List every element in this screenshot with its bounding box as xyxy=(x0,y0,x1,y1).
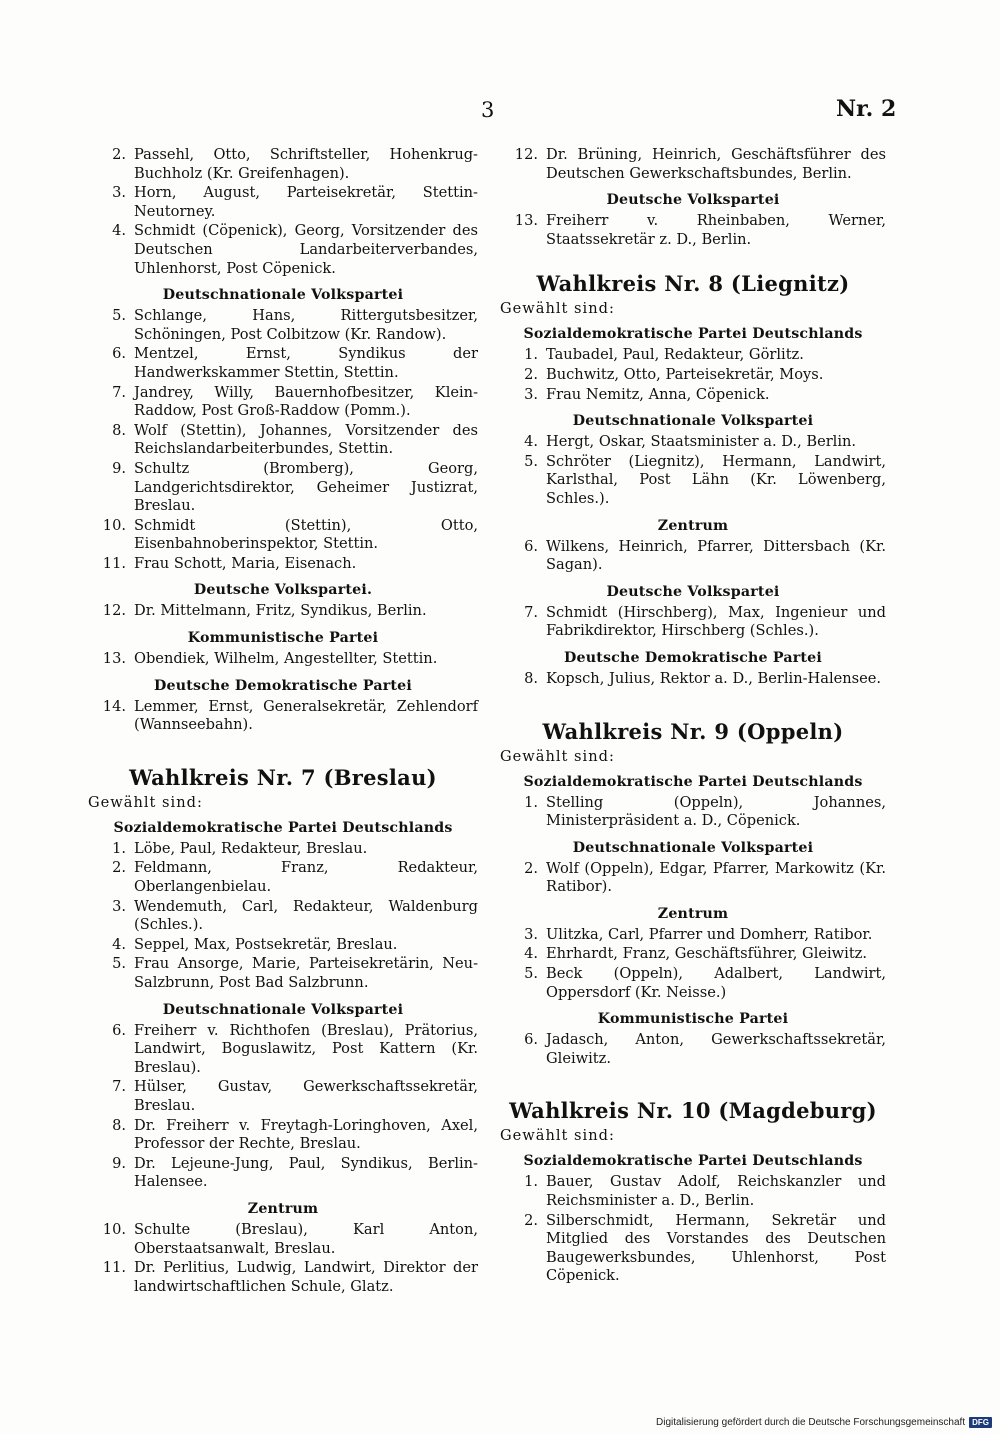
entry-text: Löbe, Paul, Redakteur, Breslau. xyxy=(134,839,368,857)
entry-number: 5. xyxy=(112,307,126,325)
gewaehlt-label: Gewählt sind: xyxy=(88,793,203,811)
entry-number: 8. xyxy=(112,1116,126,1134)
list-item xyxy=(88,1155,478,1192)
entry-number: 11. xyxy=(102,1259,126,1277)
list-item xyxy=(88,146,478,183)
entry-text: Schmidt (Stettin), Otto, Eisenbahnoberinspektor, Stettin. xyxy=(134,516,478,553)
list-item xyxy=(88,698,478,735)
gewaehlt-label: Gewählt sind: xyxy=(500,1127,615,1145)
party-heading: Deutsche Demokratische Partei xyxy=(564,649,822,666)
entry-text: Kopsch, Julius, Rektor a. D., Berlin-Halensee. xyxy=(546,669,882,687)
entry-number: 1. xyxy=(524,346,538,364)
list-item xyxy=(88,1078,478,1115)
entry-list xyxy=(500,146,886,183)
list-item xyxy=(500,366,886,385)
entry-number: 2. xyxy=(112,146,126,163)
entry-text: Taubadel, Paul, Redakteur, Görlitz. xyxy=(546,346,804,364)
entry-number: 4. xyxy=(524,945,538,963)
footer xyxy=(656,1417,992,1428)
entry-number: 3. xyxy=(524,925,538,943)
entry-list xyxy=(500,926,886,1002)
list-item xyxy=(88,650,478,669)
entry-text: Schröter (Liegnitz), Hermann, Landwirt, Karlsthal, Post Lähn (Kr. Löwenberg, Schles.). xyxy=(546,452,886,507)
entry-text: Schulte (Breslau), Karl Anton, Oberstaatsanwalt, Breslau. xyxy=(134,1220,478,1257)
entry-text: Dr. Lejeune-Jung, Paul, Syndikus, Berlin-Halensee. xyxy=(134,1154,478,1191)
entry-list xyxy=(500,212,886,249)
entry-text: Wolf (Stettin), Johannes, Vorsitzender des Reichslandarbeiterbundes, Stettin. xyxy=(134,421,478,458)
party-heading: Zentrum xyxy=(657,905,729,922)
entry-number: 1. xyxy=(524,1173,538,1191)
entry-text: Lemmer, Ernst, Generalsekretär, Zehlendorf (Wannseebahn). xyxy=(134,697,478,734)
entry-list xyxy=(88,698,478,735)
gewaehlt-label: Gewählt sind: xyxy=(500,300,615,318)
list-item xyxy=(88,222,478,278)
list-item xyxy=(88,898,478,935)
list-item xyxy=(88,1117,478,1154)
list-item xyxy=(500,965,886,1002)
entry-text: Schlange, Hans, Rittergutsbesitzer, Schöningen, Post Colbitzow (Kr. Randow). xyxy=(134,307,478,343)
entry-list xyxy=(500,346,886,404)
entry-text: Feldmann, Franz, Redakteur, Oberlangenbielau. xyxy=(134,859,478,896)
entry-text: Frau Schott, Maria, Eisenach. xyxy=(134,554,357,572)
entry-text: Frau Nemitz, Anna, Cöpenick. xyxy=(546,385,770,403)
list-item xyxy=(500,926,886,945)
list-item xyxy=(88,384,478,421)
entry-text: Jadasch, Anton, Gewerkschaftssekretär, Gleiwitz. xyxy=(546,1031,886,1067)
entry-number: 6. xyxy=(524,1031,538,1049)
entry-number: 8. xyxy=(524,669,538,687)
entry-number: 3. xyxy=(112,897,126,915)
left-column xyxy=(88,146,478,1297)
party-heading: Zentrum xyxy=(657,517,729,534)
entry-list xyxy=(500,860,886,897)
dfg-logo: DFG xyxy=(969,1417,992,1428)
list-item xyxy=(88,859,478,896)
entry-list xyxy=(500,433,886,508)
party-heading: Deutschnationale Volkspartei xyxy=(162,1001,404,1018)
party-heading: Sozialdemokratische Partei Deutschlands xyxy=(523,773,863,790)
party-heading: Kommunistische Partei xyxy=(597,1011,789,1028)
list-item xyxy=(88,1022,478,1078)
list-item xyxy=(88,555,478,574)
list-item xyxy=(500,1212,886,1286)
entry-number: 7. xyxy=(112,383,126,401)
gewaehlt-label: Gewählt sind: xyxy=(500,747,615,765)
list-item xyxy=(88,955,478,992)
wahlkreis-title: Wahlkreis Nr. 9 (Oppeln) xyxy=(542,718,844,744)
list-item xyxy=(88,345,478,382)
entry-text: Ulitzka, Carl, Pfarrer und Domherr, Ratibor. xyxy=(546,925,873,943)
entry-text: Obendiek, Wilhelm, Angestellter, Stettin. xyxy=(134,650,438,668)
entry-number: 10. xyxy=(102,1220,126,1238)
entry-list xyxy=(500,1031,886,1068)
entry-list xyxy=(88,1221,478,1296)
entry-text: Schmidt (Cöpenick), Georg, Vorsitzender des Deutschen Landarbeiterverbandes, Uhlenhorst, Post Cöpenick. xyxy=(134,222,478,277)
entry-number: 13. xyxy=(102,650,126,668)
entry-number: 6. xyxy=(112,1021,126,1039)
entry-number: 13. xyxy=(514,212,538,230)
entry-number: 4. xyxy=(112,222,126,240)
entry-number: 12. xyxy=(514,146,538,163)
entry-text: Wolf (Oppeln), Edgar, Pfarrer, Markowitz (Kr. Ratibor). xyxy=(546,859,886,896)
entry-number: 6. xyxy=(112,345,126,363)
entry-number: 3. xyxy=(112,184,126,202)
list-item xyxy=(500,212,886,249)
entry-text: Freiherr v. Richthofen (Breslau), Prätorius, Landwirt, Boguslawitz, Post Kattern (Kr. Breslau). xyxy=(134,1021,478,1076)
entry-number: 1. xyxy=(112,839,126,857)
entry-list xyxy=(500,604,886,641)
list-item xyxy=(88,840,478,859)
entry-list xyxy=(500,670,886,689)
list-item xyxy=(500,386,886,405)
list-item xyxy=(500,146,886,183)
party-heading: Deutsche Demokratische Partei xyxy=(154,677,412,694)
list-item xyxy=(500,794,886,831)
party-heading: Deutschnationale Volkspartei xyxy=(162,287,404,304)
list-item xyxy=(88,184,478,221)
entry-text: Frau Ansorge, Marie, Parteisekretärin, Neu-Salzbrunn, Post Bad Salzbrunn. xyxy=(134,955,478,991)
entry-text: Hülser, Gustav, Gewerkschaftssekretär, Breslau. xyxy=(134,1078,478,1114)
list-item xyxy=(500,1031,886,1068)
entry-text: Ehrhardt, Franz, Geschäftsführer, Gleiwitz. xyxy=(546,945,868,963)
party-heading: Sozialdemokratische Partei Deutschlands xyxy=(523,1153,863,1170)
entry-text: Freiherr v. Rheinbaben, Werner, Staatssekretär z. D., Berlin. xyxy=(546,212,886,248)
entry-number: 8. xyxy=(112,421,126,439)
entry-number: 5. xyxy=(524,452,538,470)
entry-text: Horn, August, Parteisekretär, Stettin-Neutorney. xyxy=(134,184,478,220)
list-item xyxy=(500,1173,886,1210)
entry-text: Buchwitz, Otto, Parteisekretär, Moys. xyxy=(546,365,824,383)
entry-text: Dr. Perlitius, Ludwig, Landwirt, Direktor der landwirtschaftlichen Schule, Glatz. xyxy=(134,1259,478,1295)
entry-text: Mentzel, Ernst, Syndikus der Handwerkskammer Stettin, Stettin. xyxy=(134,345,478,381)
entry-text: Wilkens, Heinrich, Pfarrer, Dittersbach (Kr. Sagan). xyxy=(546,537,886,574)
entry-list xyxy=(88,650,478,669)
entry-list xyxy=(500,794,886,831)
party-heading: Sozialdemokratische Partei Deutschlands xyxy=(523,326,863,343)
list-item xyxy=(500,604,886,641)
entry-number: 2. xyxy=(524,365,538,383)
entry-list xyxy=(88,602,478,621)
right-column xyxy=(500,146,886,1287)
entry-text: Jandrey, Willy, Bauernhofbesitzer, Klein-Raddow, Post Groß-Raddow (Pomm.). xyxy=(134,383,478,420)
party-heading: Zentrum xyxy=(247,1200,319,1217)
entry-number: 14. xyxy=(102,697,126,715)
list-item xyxy=(88,602,478,621)
entry-text: Silberschmidt, Hermann, Sekretär und Mitglied des Vorstandes des Deutschen Baugewerksbundes, Uhlenhorst, Post Cöpenick. xyxy=(546,1211,886,1285)
party-heading: Deutsche Volkspartei xyxy=(606,583,780,600)
party-heading: Sozialdemokratische Partei Deutschlands xyxy=(113,819,453,836)
list-item xyxy=(88,1221,478,1258)
list-item xyxy=(88,517,478,554)
entry-number: 9. xyxy=(112,459,126,477)
list-item xyxy=(500,945,886,964)
entry-number: 9. xyxy=(112,1154,126,1172)
party-heading: Deutsche Volkspartei xyxy=(606,192,780,209)
entry-text: Dr. Mittelmann, Fritz, Syndikus, Berlin. xyxy=(134,602,427,620)
entry-number: 4. xyxy=(112,935,126,953)
list-item xyxy=(88,460,478,516)
entry-text: Seppel, Max, Postsekretär, Breslau. xyxy=(134,935,398,953)
list-item xyxy=(500,670,886,689)
entry-text: Dr. Brüning, Heinrich, Geschäftsführer des Deutschen Gewerkschaftsbundes, Berlin. xyxy=(546,146,886,182)
entry-text: Dr. Freiherr v. Freytagh-Loringhoven, Axel, Professor der Rechte, Breslau. xyxy=(134,1116,478,1153)
wahlkreis-title: Wahlkreis Nr. 7 (Breslau) xyxy=(129,764,437,790)
entry-number: 5. xyxy=(524,965,538,983)
entry-number: 1. xyxy=(524,793,538,811)
entry-text: Wendemuth, Carl, Redakteur, Waldenburg (Schles.). xyxy=(134,897,478,934)
entry-number: 7. xyxy=(524,603,538,621)
list-item xyxy=(88,1259,478,1296)
entry-text: Schmidt (Hirschberg), Max, Ingenieur und Fabrikdirektor, Hirschberg (Schles.). xyxy=(546,603,886,640)
entry-text: Stelling (Oppeln), Johannes, Ministerpräsident a. D., Cöpenick. xyxy=(546,793,886,830)
entry-number: 10. xyxy=(102,516,126,534)
list-item xyxy=(88,422,478,459)
list-item xyxy=(500,538,886,575)
entry-text: Hergt, Oskar, Staatsminister a. D., Berlin. xyxy=(546,433,857,451)
entry-text: Schultz (Bromberg), Georg, Landgerichtsdirektor, Geheimer Justizrat, Breslau. xyxy=(134,459,478,515)
footer-text: Digitalisierung gefördert durch die Deutsche Forschungsgemeinschaft xyxy=(656,1417,966,1428)
entry-number: 5. xyxy=(112,955,126,973)
list-item xyxy=(500,433,886,452)
entry-number: 6. xyxy=(524,537,538,555)
party-heading: Deutschnationale Volkspartei xyxy=(572,413,814,430)
list-item xyxy=(88,307,478,344)
entry-list xyxy=(88,840,478,993)
entry-number: 12. xyxy=(102,602,126,620)
entry-number: 11. xyxy=(102,554,126,572)
entry-list xyxy=(88,1022,478,1192)
issue-number: Nr. 2 xyxy=(836,96,897,122)
entry-list xyxy=(88,146,478,278)
list-item xyxy=(500,860,886,897)
wahlkreis-title: Wahlkreis Nr. 10 (Magdeburg) xyxy=(509,1098,877,1124)
party-heading: Deutsche Volkspartei. xyxy=(193,582,373,599)
entry-number: 2. xyxy=(112,859,126,877)
entry-number: 7. xyxy=(112,1078,126,1096)
wahlkreis-title: Wahlkreis Nr. 8 (Liegnitz) xyxy=(536,271,850,297)
entry-number: 2. xyxy=(524,1211,538,1229)
list-item xyxy=(500,346,886,365)
entry-text: Bauer, Gustav Adolf, Reichskanzler und Reichsminister a. D., Berlin. xyxy=(546,1173,886,1210)
party-heading: Kommunistische Partei xyxy=(187,630,379,647)
page-number: 3 xyxy=(481,98,495,122)
entry-text: Passehl, Otto, Schriftsteller, Hohenkrug-Buchholz (Kr. Greifenhagen). xyxy=(134,146,478,182)
party-heading: Deutschnationale Volkspartei xyxy=(572,839,814,856)
entry-number: 2. xyxy=(524,859,538,877)
entry-list xyxy=(88,307,478,573)
list-item xyxy=(88,936,478,955)
entry-list xyxy=(500,1173,886,1286)
list-item xyxy=(500,453,886,509)
entry-list xyxy=(500,538,886,575)
entry-number: 4. xyxy=(524,433,538,451)
entry-text: Beck (Oppeln), Adalbert, Landwirt, Oppersdorf (Kr. Neisse.) xyxy=(546,965,886,1001)
entry-number: 3. xyxy=(524,385,538,403)
